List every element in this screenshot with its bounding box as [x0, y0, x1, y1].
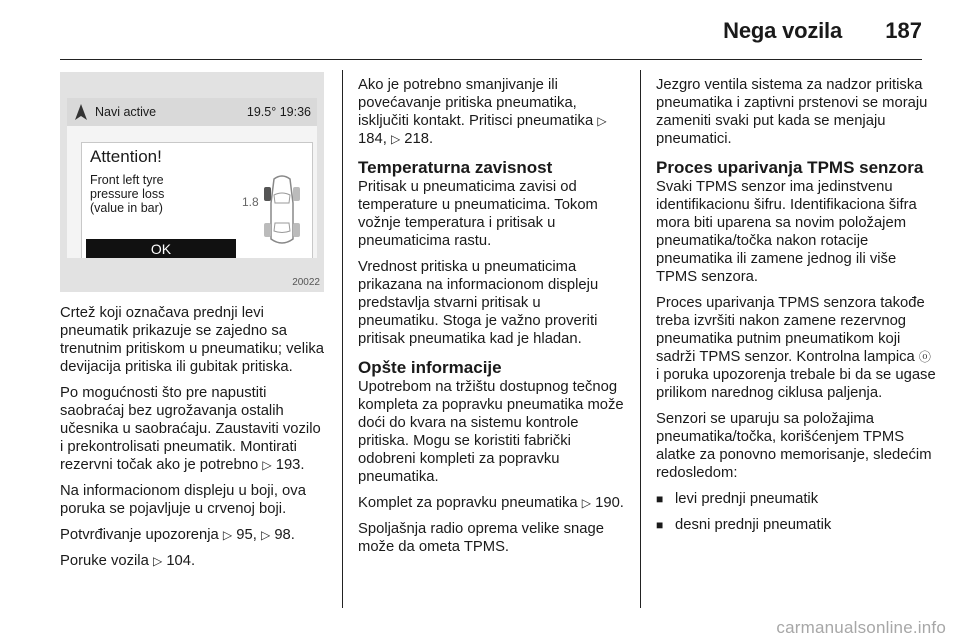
paragraph: Svaki TPMS senzor ima jedinstvenu identifikacionu šifru. Identifikaciona šifra mora biti uparena sa novim položajem pneumatika/točka nakon rotacije pneumatika ili zamene jednog ili više TPMS senzora. — [656, 179, 917, 285]
reference-arrow-icon: ▷ — [390, 132, 401, 146]
paragraph: Crtež koji označava prednji levi pneumatik prikazuje se zajedno sa trenutnim pritiskom u pneumatiku; velika devijacija pritiska ili gubitak pritiska. — [60, 305, 324, 375]
section-title: Nega vozila — [723, 18, 842, 43]
paragraph: Poruke vozila ▷ 104. — [60, 553, 196, 569]
warning-title: Attention! — [90, 147, 162, 166]
temperature-time: 19.5° 19:36 — [246, 105, 311, 119]
paragraph: Upotrebom na tržištu dostupnog tečnog kompleta za popravku pneumatika može doći do kvara na sistemu kontrole pritiska. Mogu se koristiti fabrički odobreni kompleti za popravku pneumatika. — [358, 379, 624, 485]
paragraph: Potvrđivanje upozorenja ▷ 95, ▷ 98. — [60, 527, 295, 543]
ok-button — [86, 239, 236, 258]
column-2 — [358, 76, 624, 564]
paragraph: Na informacionom displeju u boji, ova poruka se pojavljuje u crvenoj boji. — [60, 483, 306, 517]
paragraph: Ako je potrebno smanjivanje ili povećavanje pritiska pneumatika, isključiti kontakt. Pritisci pneumatika ▷ 184, ▷ 218. — [358, 77, 607, 147]
warning-line: (value in bar) — [90, 201, 163, 215]
paragraph: Vrednost pritiska u pneumaticima prikazana na informacionom displeju predstavlja stvarni pritisak u pneumatiku. Stoga je važno proveriti pritisak pneumatika kad je hladan. — [358, 259, 599, 347]
paragraph: Po mogućnosti što pre napustiti saobraćaj bez ugrožavanja ostalih učesnika u saobraćaju. Zaustaviti vozilo i prekontrolisati pneumatik. Montirati rezervni točak ako je potrebno ▷ 193. — [60, 385, 321, 473]
navigation-arrow-icon — [71, 102, 91, 122]
reference-arrow-icon: ▷ — [222, 528, 233, 542]
section-heading: Temperaturna zavisnost — [358, 158, 553, 177]
car-top-view-icon — [260, 173, 304, 251]
paragraph: Spoljašnja radio oprema velike snage može da ometa TPMS. — [358, 521, 604, 555]
ok-label: OK — [150, 241, 172, 257]
paragraph: Pritisak u pneumaticima zavisi od temperature u pneumaticima. Tokom vožnje temperatura i pritisak u pneumaticima rastu. — [358, 179, 598, 249]
section-heading: Opšte informacije — [358, 358, 502, 377]
column-3 — [656, 76, 936, 542]
column-divider — [640, 70, 641, 608]
reference-arrow-icon: ▷ — [581, 496, 591, 510]
tpms-warning-light-icon: ⓞ — [918, 350, 931, 364]
paragraph: Proces uparivanja TPMS senzora takođe treba izvršiti nakon zamene rezervnog pneumatika putnim pneumatikom koji sadrži TPMS senzor. Kontrolna lampica ⓞ i poruka upozorenja trebale bi da se ugase prilikom narednog ciklusa paljenja. — [656, 295, 936, 401]
paragraph: Komplet za popravku pneumatika ▷ 190. — [358, 495, 624, 511]
watermark: carmanualsonline.info — [776, 618, 946, 637]
section-heading: Proces uparivanja TPMS senzora — [656, 158, 924, 177]
paragraph: Senzori se uparuju sa položajima pneumatika/točka, korišćenjem TPMS alatke za ponovno memorisanje, sledećim redosledom: — [656, 411, 932, 481]
reference-arrow-icon: ▷ — [152, 554, 163, 568]
pairing-order-list — [656, 490, 936, 534]
list-item: ■ desni prednji pneumatik — [656, 516, 936, 534]
warning-line: pressure loss — [90, 187, 165, 201]
info-display — [67, 98, 317, 258]
warning-message-box — [81, 142, 313, 258]
reference-arrow-icon: ▷ — [260, 528, 271, 542]
header-rule — [60, 59, 922, 60]
reference-arrow-icon: ▷ — [597, 114, 607, 128]
warning-line: Front left tyre — [90, 173, 164, 187]
list-item: ■ levi prednji pneumatik — [656, 490, 936, 508]
paragraph: Jezgro ventila sistema za nadzor pritiska pneumatika i zaptivni prstenovi se moraju zameniti svaki put kada se menjaju pneumatici. — [656, 77, 928, 147]
nav-status-text: Navi active — [95, 105, 157, 119]
display-status-bar — [67, 98, 317, 126]
reference-arrow-icon: ▷ — [262, 458, 272, 472]
tpms-display-figure — [60, 72, 324, 292]
tyre-pressure-value: 1.8 — [242, 195, 259, 209]
figure-number: 20022 — [292, 277, 320, 288]
column-divider — [342, 70, 343, 608]
page-number: 187 — [885, 18, 922, 43]
column-1 — [60, 304, 328, 578]
page-header — [0, 0, 960, 58]
